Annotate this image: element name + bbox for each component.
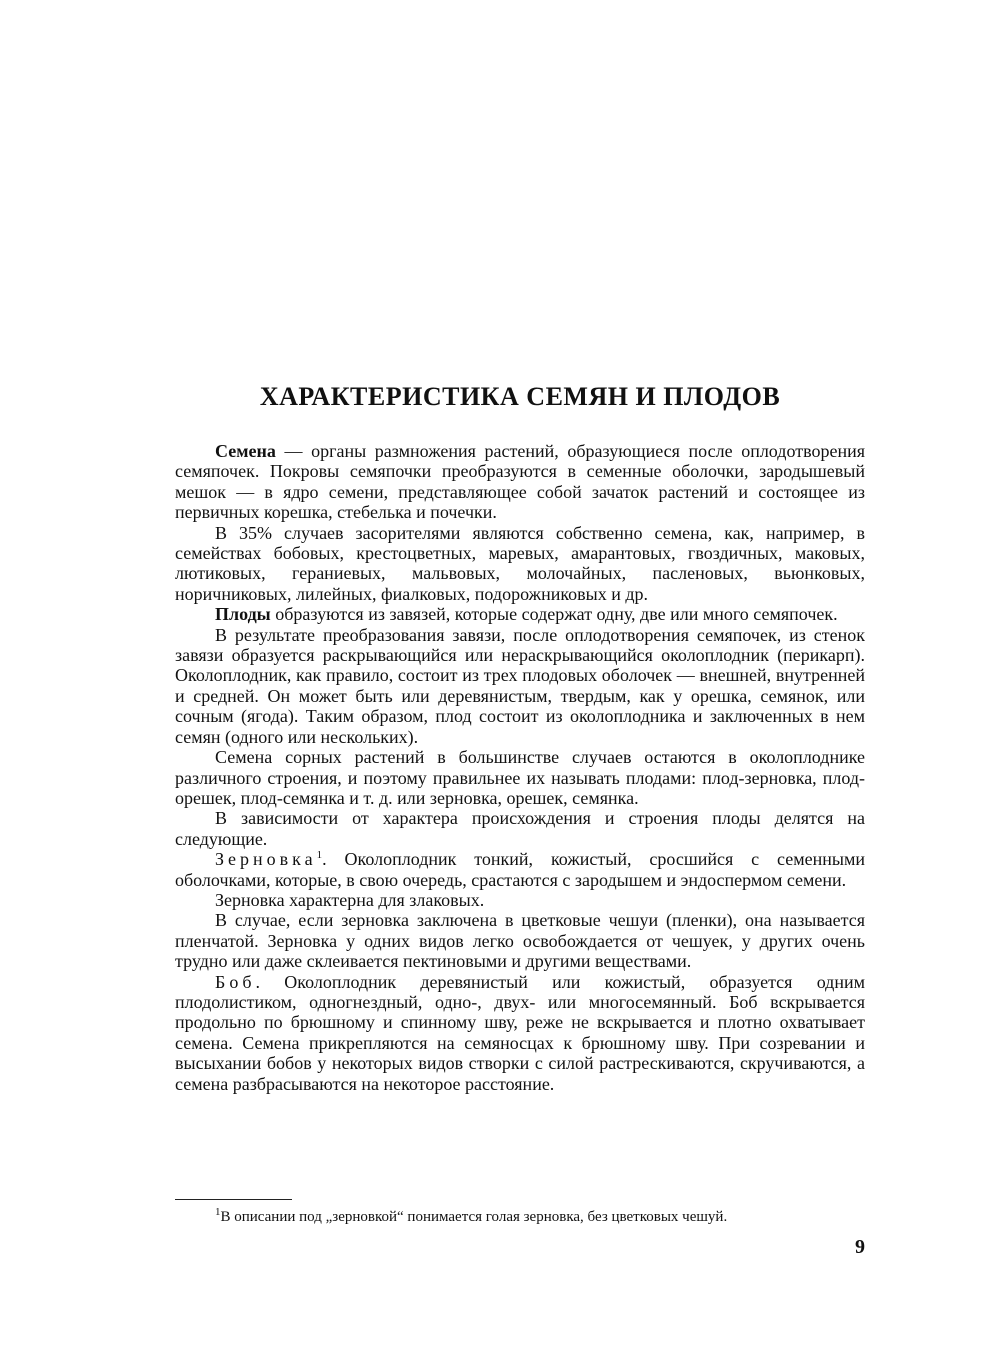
paragraph-fruits — [175, 604, 865, 624]
paragraph-text: . Околоплодник деревянистый или кожистый, образуется одним плодолистиком, одногнездный, одно-, двух- или многосемянный. Боб вскрывается продольно по брюшному и спинному шву, реже не вскрывается и плотно охватывает семена. Семена прикрепляются на семяносцах к брюшному шву. При созревании и высыхании бобов у некоторых видов створки с силой растрескиваются, скручиваются, а семена разбрасываются на некоторое расстояние. — [175, 971, 865, 1094]
footnote-text: В описании под „зерновкой“ понимается голая зерновка, без цветковых чешуй. — [220, 1209, 728, 1225]
paragraph: Зерновка характерна для злаковых. — [215, 889, 485, 910]
paragraph-text: образуются из завязей, которые содержат одну, две или много семяпочек. — [270, 604, 838, 625]
term-legume: Боб — [215, 971, 256, 992]
body-text — [175, 441, 865, 1094]
paragraph: В зависимости от характера происхождения и строения плоды делятся на следующие. — [175, 808, 865, 849]
paragraph-seeds — [175, 441, 865, 523]
footnote — [175, 1208, 865, 1226]
footnote-mark: 1 — [215, 1206, 221, 1218]
page-number: 9 — [855, 1236, 865, 1258]
term-caryopsis: Зерновка — [215, 849, 317, 870]
paragraph: В результате преобразования завязи, после оплодотворения семяпочек, из стенок завязи образуется раскрывающийся или нераскрывающийся околоплодник (перикарп). Околоплодник, как правило, состоит из трех плодовых оболочек — внешней, внутренней и средней. Он может быть или деревянистым, твердым, как у орешка, семянок, или сочным (ягода). Таким образом, плод состоит из околоплодника и заключенных в нем семян (одного или нескольких). — [175, 624, 865, 747]
paragraph-text: — органы размножения растений, образующиеся после оплодотворения семяпочек. Покровы семяпочки преобразуются в семенные оболочки, зародышевый мешок — в ядро семени, представляющее собой зачаток растений и состоящее из первичных корешка, стебелька и почечки. — [175, 441, 865, 523]
paragraph-text: . Околоплодник тонкий, кожистый, сросшийся с семенными оболочками, которые, в свою очередь, срастаются с зародышем и эндоспермом семени. — [175, 849, 865, 890]
term-fruits: Плоды — [215, 604, 271, 625]
footnote-divider — [175, 1199, 292, 1200]
footnote-reference: 1 — [316, 849, 323, 862]
paragraph-caryopsis — [175, 849, 865, 890]
paragraph: Семена сорных растений в большинстве случаев остаются в околоплоднике различного строения, и поэтому правильнее их называть плодами: плод-зерновка, плод-орешек, плод-семянка и т. д. или зерновка, орешек, семянка. — [175, 747, 865, 808]
term-seeds: Семена — [215, 441, 276, 461]
paragraph: В 35% случаев засорителями являются собственно семена, как, например, в семействах бобовых, крестоцветных, маревых, амарантовых, гвоздичных, маковых, лютиковых, гераниевых, мальвовых, молочайных, пасленовых, вьюнковых, норичниковых, лилейных, фиалковых, подорожниковых и др. — [175, 522, 865, 604]
page-title: ХАРАКТЕРИСТИКА СЕМЯН И ПЛОДОВ — [259, 382, 781, 411]
paragraph: В случае, если зерновка заключена в цветковые чешуи (пленки), она называется пленчатой. Зерновка у одних видов легко освобождается от чешуек, у других очень трудно или даже склеивается пектиновыми и другими веществами. — [175, 910, 865, 972]
paragraph-legume — [175, 972, 865, 1094]
